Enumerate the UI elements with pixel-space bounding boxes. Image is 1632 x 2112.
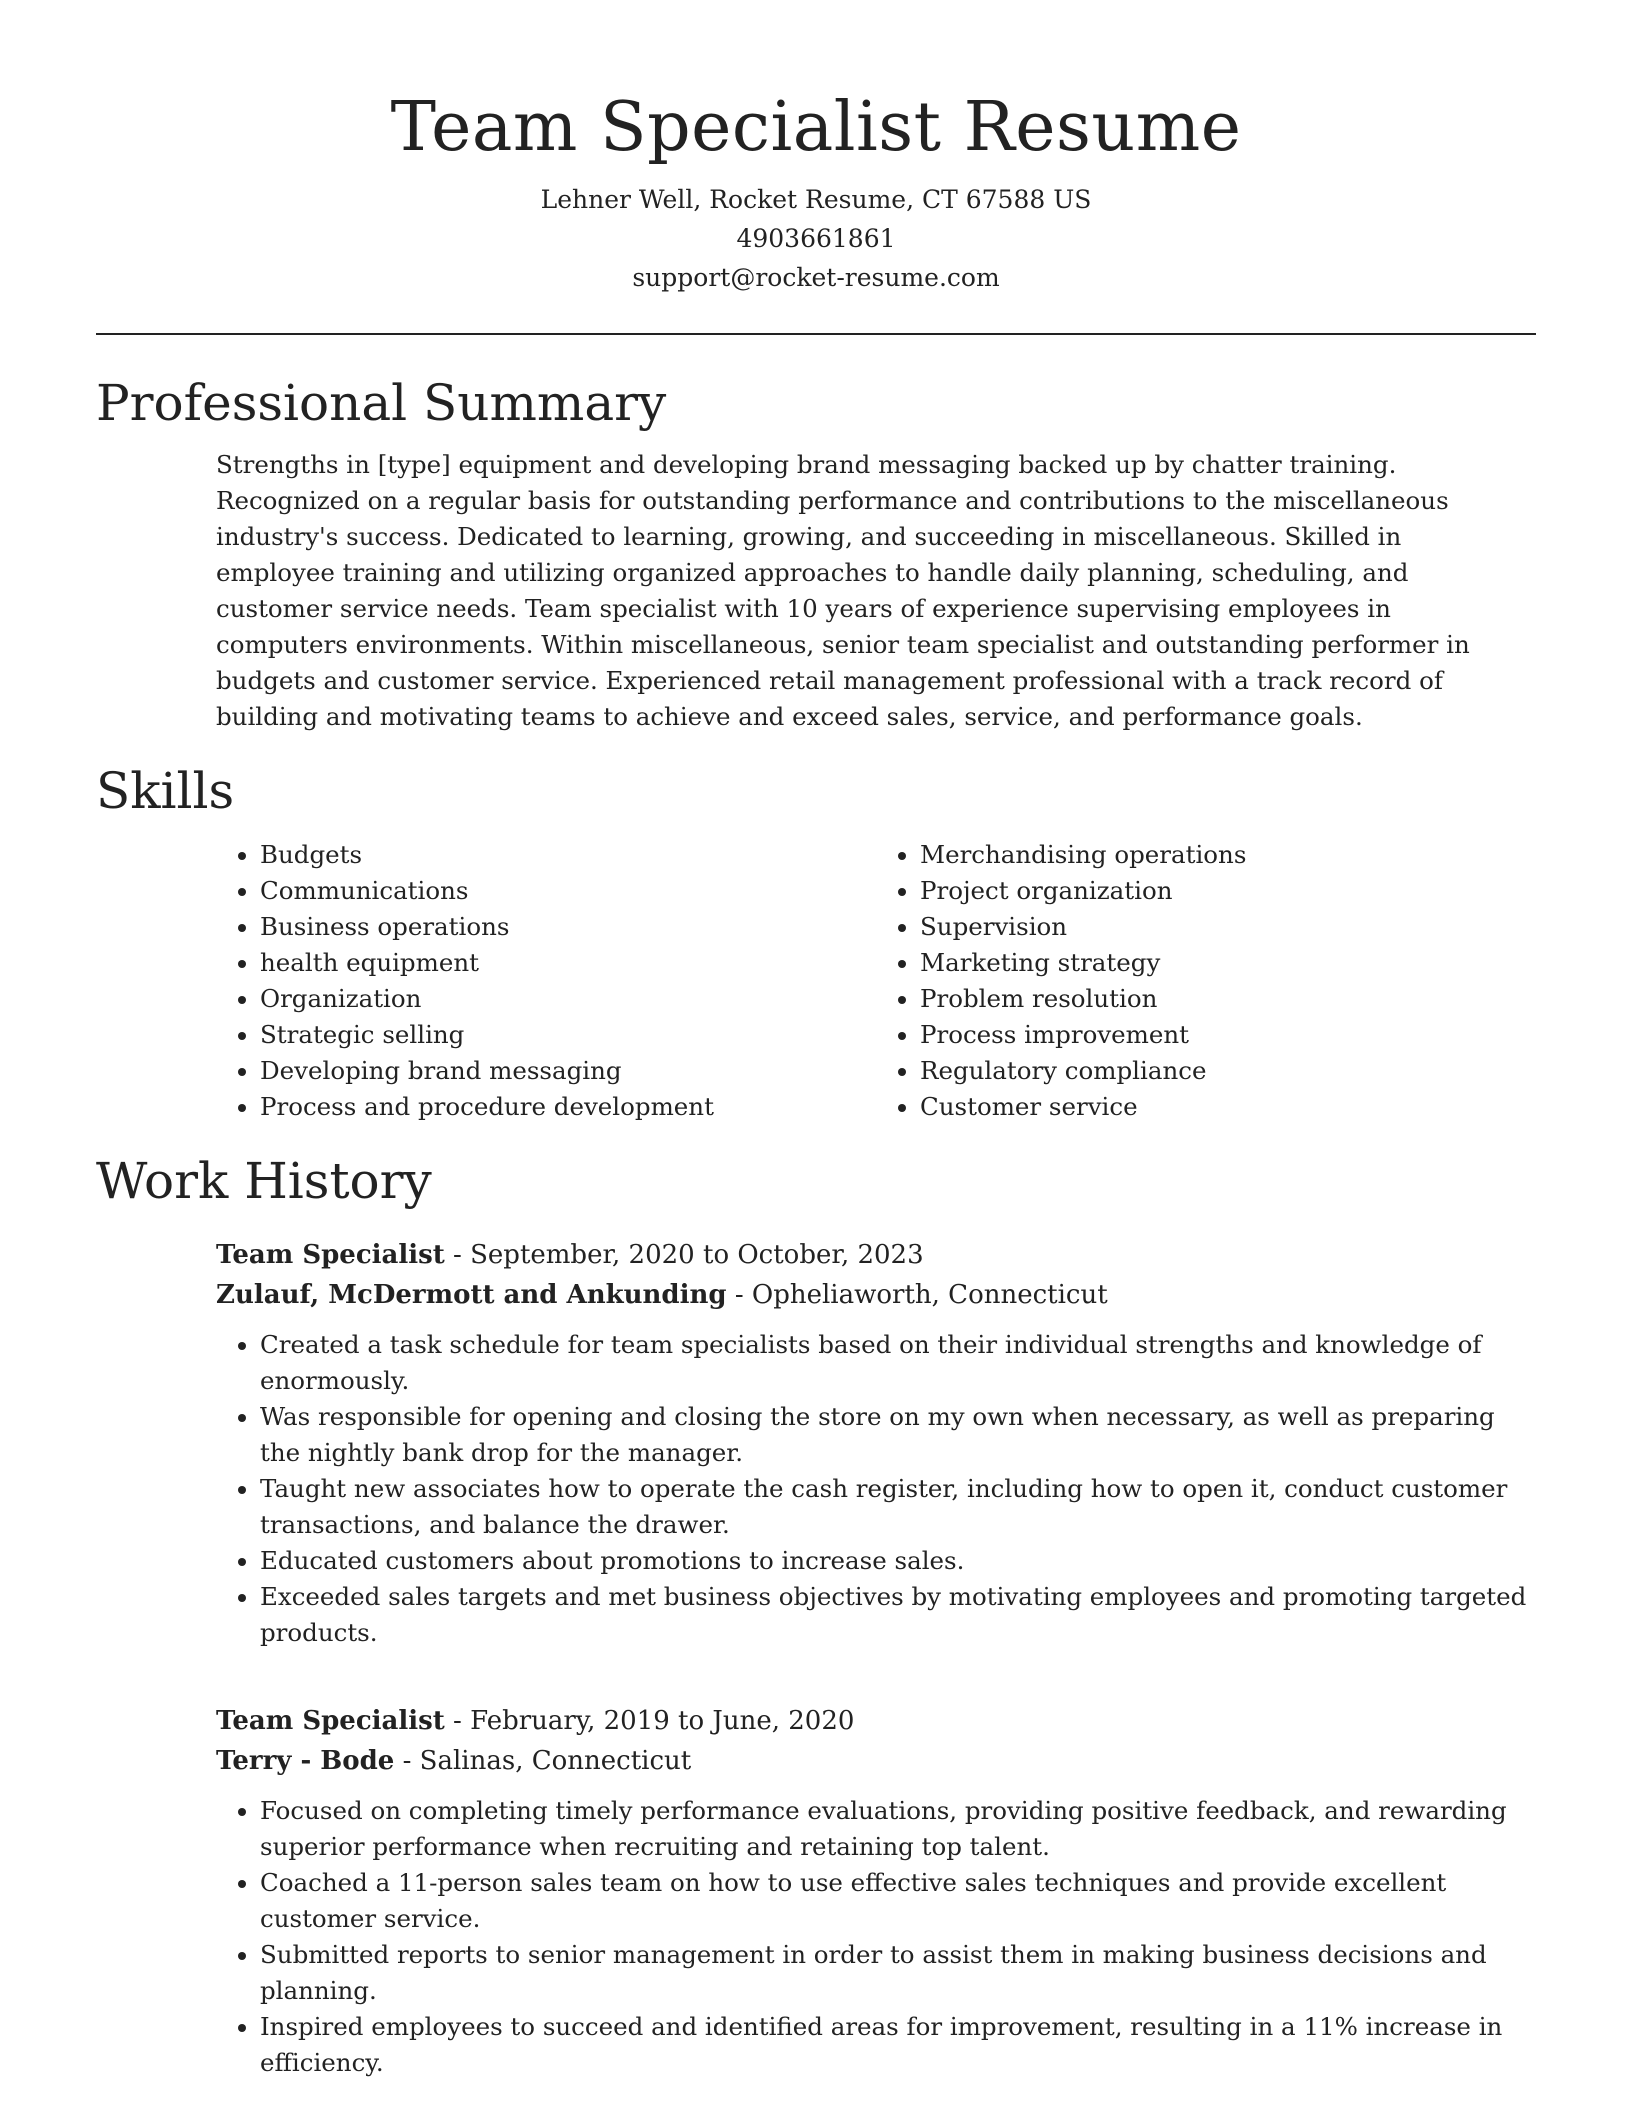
skill-item: • Customer service xyxy=(920,1089,1536,1125)
job-entry xyxy=(216,1235,1536,1651)
skills-column-right xyxy=(876,837,1536,1125)
job-title: Team Specialist xyxy=(216,1240,445,1270)
job-company: Terry - Bode xyxy=(216,1746,395,1776)
skill-item: • Developing brand messaging xyxy=(260,1053,876,1089)
job-bullet: • Submitted reports to senior management in order to assist them in making business decisions and planning. xyxy=(260,1937,1536,2009)
job-title-line xyxy=(216,1701,1536,1741)
header-divider xyxy=(96,333,1536,335)
job-bullet: • Was responsible for opening and closing the store on my own when necessary, as well as preparing the nightly bank drop for the manager. xyxy=(260,1399,1536,1471)
summary-text: Strengths in [type] equipment and developing brand messaging backed up by chatter training. Recognized on a regular basis for outstanding performance and contributions to the miscellaneous industry's success. Dedicated to learning, growing, and succeeding in miscellaneous. Skilled in employee training and utilizing organized approaches to handle daily planning, scheduling, and customer service needs. Team specialist with 10 years of experience supervising employees in computers environments. Within miscellaneous, senior team specialist and outstanding performer in budgets and customer service. Experienced retail management professional with a track record of building and motivating teams to achieve and exceed sales, service, and performance goals. xyxy=(216,450,1470,731)
skill-item: • Project organization xyxy=(920,873,1536,909)
job-entry xyxy=(216,1701,1536,2081)
contact-phone: 4903661861 xyxy=(736,224,896,253)
resume-header xyxy=(96,0,1536,297)
skill-item: • Supervision xyxy=(920,909,1536,945)
job-title: Team Specialist xyxy=(216,1706,445,1736)
skills-list xyxy=(216,837,1536,1125)
job-bullet: • Created a task schedule for team specialists based on their individual strengths and knowledge of enormously. xyxy=(260,1327,1536,1399)
job-company-line xyxy=(216,1741,1536,1781)
job-bullet: • Focused on completing timely performance evaluations, providing positive feedback, and rewarding superior performance when recruiting and retaining top talent. xyxy=(260,1793,1536,1865)
job-title-line xyxy=(216,1235,1536,1275)
contact-email: support@rocket-resume.com xyxy=(632,263,1000,292)
skill-item: • Process improvement xyxy=(920,1017,1536,1053)
skill-item: • Business operations xyxy=(260,909,876,945)
skill-item: • Organization xyxy=(260,981,876,1017)
job-location: - Salinas, Connecticut xyxy=(394,1746,692,1776)
job-dates: - February, 2019 to June, 2020 xyxy=(444,1706,855,1736)
contact-address: Lehner Well, Rocket Resume, CT 67588 US xyxy=(540,185,1092,214)
skills-column-left xyxy=(216,837,876,1125)
job-bullet: • Taught new associates how to operate the cash register, including how to open it, conduct customer transactions, and balance the drawer. xyxy=(260,1471,1536,1543)
skill-item: • Strategic selling xyxy=(260,1017,876,1053)
job-bullets xyxy=(216,1793,1536,2081)
skill-item: • Regulatory compliance xyxy=(920,1053,1536,1089)
job-company-line xyxy=(216,1275,1536,1315)
job-bullet: • Inspired employees to succeed and identified areas for improvement, resulting in a 11% increase in efficiency. xyxy=(260,2009,1536,2081)
job-dates: - September, 2020 to October, 2023 xyxy=(444,1240,924,1270)
skill-item: • health equipment xyxy=(260,945,876,981)
skill-item: • Merchandising operations xyxy=(920,837,1536,873)
skill-item: • Communications xyxy=(260,873,876,909)
work-history-heading: Work History xyxy=(96,1152,432,1210)
job-bullet: • Exceeded sales targets and met business objectives by motivating employees and promoting targeted products. xyxy=(260,1579,1536,1651)
resume-page xyxy=(96,0,1536,2081)
skill-item: • Problem resolution xyxy=(920,981,1536,1017)
skill-item: • Budgets xyxy=(260,837,876,873)
skill-item: • Marketing strategy xyxy=(920,945,1536,981)
skill-item: • Process and procedure development xyxy=(260,1089,876,1125)
job-bullet: • Coached a 11-person sales team on how to use effective sales techniques and provide excellent customer service. xyxy=(260,1865,1536,1937)
job-location: - Opheliaworth, Connecticut xyxy=(726,1280,1108,1310)
job-bullet: • Educated customers about promotions to increase sales. xyxy=(260,1543,1536,1579)
contact-info xyxy=(96,180,1536,297)
job-company: Zulauf, McDermott and Ankunding xyxy=(216,1280,727,1310)
job-bullets xyxy=(216,1327,1536,1651)
skills-heading: Skills xyxy=(96,762,235,820)
summary-heading: Professional Summary xyxy=(96,374,667,432)
resume-title: Team Specialist Resume xyxy=(390,88,1242,167)
